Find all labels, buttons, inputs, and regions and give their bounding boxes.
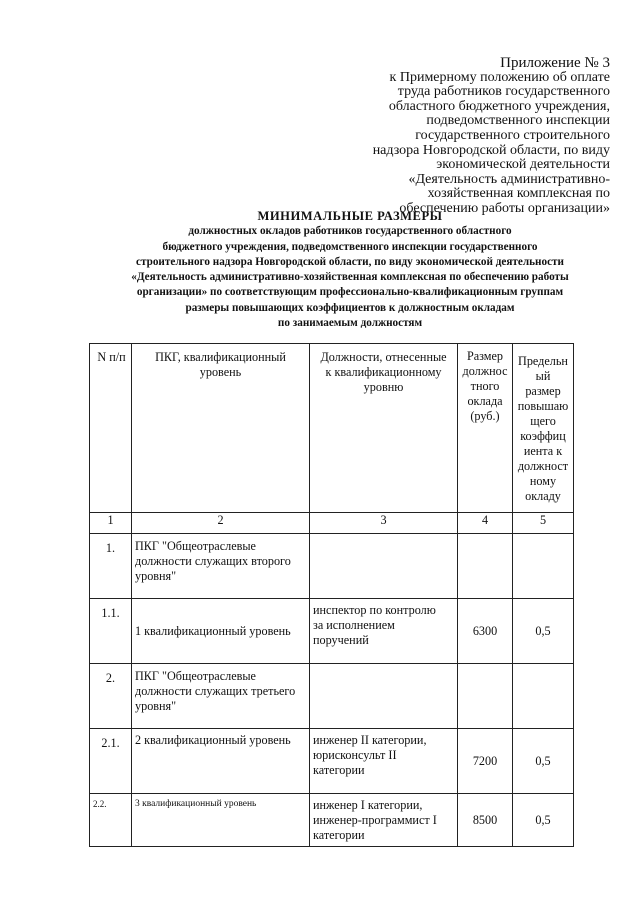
table-row-level (90, 729, 574, 794)
coefficient-value: 0,5 (513, 599, 574, 664)
header-text: к квалификационному (325, 365, 442, 379)
header-text: щего (530, 414, 556, 428)
position-line: инженер II категории, (313, 733, 427, 747)
coefficient-value: 0,5 (513, 794, 574, 847)
pkg-name (132, 534, 310, 599)
title-line: размеры повышающих коэффициентов к должностным окладам (185, 301, 515, 314)
title-line: строительного надзора Новгородской области, по виду экономической деятельности (136, 255, 564, 268)
pkg-name-line: ПКГ "Общеотраслевые (135, 669, 256, 683)
empty-cell (310, 534, 458, 599)
position-line: категории (313, 828, 365, 842)
header-text: Должности, отнесенные (320, 350, 447, 364)
title-line: «Деятельность административно-хозяйственная комплексная по обеспечению работы (131, 271, 569, 284)
appendix-header (320, 56, 610, 217)
empty-cell (513, 534, 574, 599)
column-number: 3 (310, 513, 458, 534)
position-line: юрисконсульт II (313, 748, 397, 762)
appendix-line: хозяйственная комплексная по (427, 186, 610, 202)
position-line: инженер I категории, (313, 798, 423, 812)
header-text: ый (535, 369, 551, 383)
table-row-level (90, 794, 574, 847)
row-number: 2.1. (90, 729, 132, 794)
header-text: ПКГ, квалификационный (155, 350, 286, 364)
header-text: коэффиц (520, 429, 566, 443)
header-text: окладу (525, 489, 561, 503)
header-text: должнос (462, 364, 508, 378)
header-text: оклада (467, 394, 503, 408)
empty-cell (310, 664, 458, 729)
header-coefficient (513, 344, 574, 513)
appendix-line: Приложение № 3 (500, 55, 610, 71)
appendix-line: обеспечению работы организации» (399, 200, 610, 216)
column-number: 4 (458, 513, 513, 534)
title-line: бюджетного учреждения, подведомственного инспекции государственного (162, 240, 538, 253)
pkg-name-line: должности служащих третьего (135, 684, 296, 698)
header-text: ному (529, 474, 557, 488)
header-pkg (132, 344, 310, 513)
coefficient-value: 0,5 (513, 729, 574, 794)
appendix-line: подведомственного инспекции (426, 113, 610, 129)
main-title: МИНИМАЛЬНЫЕ РАЗМЕРЫ (257, 209, 443, 223)
appendix-line: к Примерному положению об оплате (389, 69, 610, 85)
header-text: тного (470, 379, 500, 393)
row-number: 2. (90, 664, 132, 729)
empty-cell (513, 664, 574, 729)
appendix-line: областного бюджетного учреждения, (388, 98, 610, 114)
header-text: размер (525, 384, 561, 398)
salary-value: 8500 (458, 794, 513, 847)
appendix-line: экономической деятельности (436, 157, 610, 173)
table-row-level (90, 599, 574, 664)
column-number: 5 (513, 513, 574, 534)
salary-value: 6300 (458, 599, 513, 664)
header-salary (458, 344, 513, 513)
appendix-line: «Деятельность административно- (408, 171, 610, 187)
title-line: организации» по соответствующим профессионально-квалификационным группам (136, 286, 564, 299)
document-title (62, 209, 638, 331)
pkg-name (132, 664, 310, 729)
appendix-line: государственного строительного (415, 127, 610, 143)
column-number: 1 (90, 513, 132, 534)
table-row-pkg (90, 534, 574, 599)
positions-cell (310, 599, 458, 664)
row-number: 2.2. (90, 794, 132, 847)
header-text: иента к (523, 444, 563, 458)
qualification-level: 1 квалификационный уровень (132, 599, 310, 664)
pkg-name-line: должности служащих второго (135, 554, 291, 568)
pkg-name-line: уровня" (135, 569, 177, 583)
header-text: N п/п (97, 350, 126, 364)
column-number: 2 (132, 513, 310, 534)
row-number: 1.1. (90, 599, 132, 664)
positions-cell (310, 729, 458, 794)
title-line: должностных окладов работников государственного областного (188, 225, 512, 238)
pkg-name-line: уровня" (135, 699, 177, 713)
salary-value: 7200 (458, 729, 513, 794)
header-text: уровень (199, 365, 242, 379)
row-number: 1. (90, 534, 132, 599)
header-text: Предельн (518, 354, 568, 368)
appendix-line: надзора Новгородской области, по виду (372, 142, 610, 158)
salary-table (89, 343, 574, 847)
header-text: (руб.) (470, 409, 500, 423)
header-text: повышаю (517, 399, 569, 413)
positions-cell (310, 794, 458, 847)
header-text: уровню (363, 380, 404, 394)
position-line: инспектор по контролю (313, 603, 436, 617)
position-line: инженер-программист I (313, 813, 437, 827)
position-line: поручений (313, 633, 369, 647)
empty-cell (458, 664, 513, 729)
qualification-level: 3 квалификационный уровень (132, 794, 310, 847)
qualification-level: 2 квалификационный уровень (132, 729, 310, 794)
pkg-name-line: ПКГ "Общеотраслевые (135, 539, 256, 553)
header-positions (310, 344, 458, 513)
table-header-row (90, 344, 574, 513)
appendix-line: труда работников государственного (397, 84, 610, 100)
header-text: Размер (466, 349, 504, 363)
title-line: по занимаемым должностям (277, 317, 423, 330)
position-line: за исполнением (313, 618, 395, 632)
table-row-pkg (90, 664, 574, 729)
position-line: категории (313, 763, 365, 777)
header-number (90, 344, 132, 513)
column-number-row (90, 513, 574, 534)
empty-cell (458, 534, 513, 599)
header-text: должност (517, 459, 569, 473)
